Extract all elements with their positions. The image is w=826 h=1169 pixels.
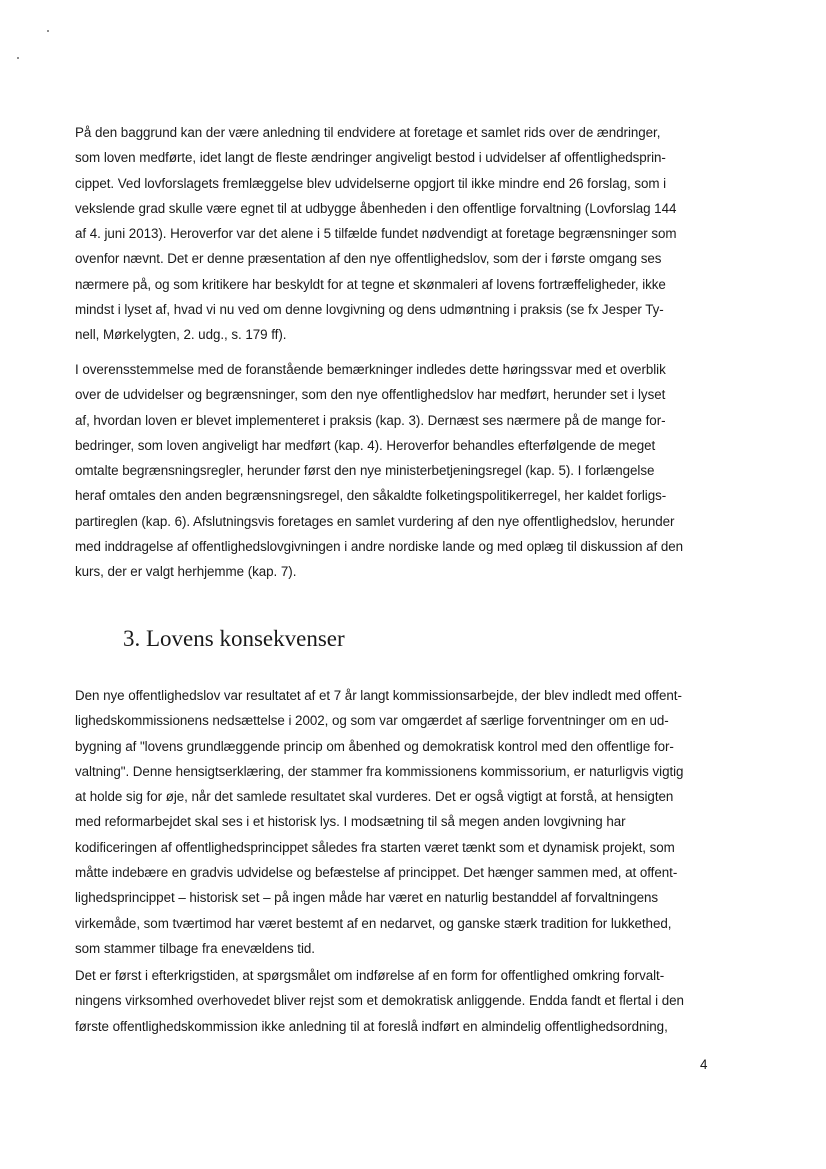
text-line: bygning af "lovens grundlæggende princip om åbenhed og demokratisk kontrol med den offentlige for- (75, 738, 674, 754)
text-line: mindst i lyset af, hvad vi nu ved om denne lovgivning og dens udmøntning i praksis (se fx Jesper Ty- (75, 302, 664, 318)
text-line: heraf omtales den anden begrænsningsregel, den såkaldte folketingspolitikerregel, her kaldet forligs- (75, 488, 667, 504)
text-line: valtning". Denne hensigtserklæring, der stammer fra kommissionens kommissorium, er naturligvis vigtig (75, 763, 684, 779)
body-paragraph (75, 357, 745, 585)
text-line: måtte indebære en gradvis udvidelse og befæstelse af princippet. Det hænger sammen med, at offent- (75, 865, 678, 881)
body-paragraph (75, 120, 745, 348)
text-line: af, hvordan loven er blevet implementeret i praksis (kap. 3). Dernæst ses nærmere på de mange for- (75, 412, 666, 428)
text-line: første offentlighedskommission ikke anledning til at foreslå indført en almindelig offentlighedsordning, (75, 1018, 668, 1034)
text-line: kurs, der er valgt herhjemme (kap. 7). (75, 564, 297, 580)
text-line: lighedsprincippet – historisk set – på ingen måde har været en naturlig bestanddel af forvaltningens (75, 890, 659, 906)
text-line: partireglen (kap. 6). Afslutningsvis foretages en samlet vurdering af den nye offentlighedslov, herunder (75, 513, 675, 529)
text-line: cippet. Ved lovforslagets fremlæggelse blev udvidelserne opgjort til ikke mindre end 26 forslag, som i (75, 175, 667, 191)
text-line: kodificeringen af offentlighedsprincippet således fra starten været tænkt som et dynamisk projekt, som (75, 839, 675, 855)
text-line: virkemåde, som tværtimod har været bestemt af en nedarvet, og ganske stærk tradition for lukkethed, (75, 915, 672, 931)
text-line: at holde sig for øje, når det samlede resultatet skal vurderes. Det er også vigtigt at forstå, at hensigten (75, 789, 674, 805)
page-number: 4 (700, 1057, 708, 1072)
text-line: som stammer tilbage fra enevældens tid. (75, 940, 315, 956)
body-paragraph (75, 683, 745, 961)
text-line: af 4. juni 2013). Heroverfor var det alene i 5 tilfælde fundet nødvendigt at foretage begrænsninger som (75, 226, 677, 242)
text-line: vekslende grad skulle være egnet til at udbygge åbenheden i den offentlige forvaltning (Lovforslag 144 (75, 200, 677, 216)
text-line: ovenfor nævnt. Det er denne præsentation af den nye offentlighedslov, som der i første omgang ses (75, 251, 662, 267)
section-heading: 3. Lovens konsekvenser (123, 626, 345, 651)
text-line: nell, Mørkelygten, 2. udg., s. 179 ff). (75, 327, 287, 343)
scan-speck (47, 30, 49, 32)
text-line: over de udvidelser og begrænsninger, som den nye offentlighedslov har medført, herunder set i lyset (75, 387, 666, 403)
text-line: bedringer, som loven angiveligt har medført (kap. 4). Heroverfor behandles efterfølgende de meget (75, 437, 656, 453)
text-line: med inddragelse af offentlighedslovgivningen i andre nordiske lande og med oplæg til diskussion af den (75, 539, 684, 555)
text-line: ningens virksomhed overhovedet bliver rejst som et demokratisk anliggende. Endda fandt et flertal i den (75, 993, 684, 1009)
text-line: I overensstemmelse med de foranstående bemærkninger indledes dette høringssvar med et overblik (75, 362, 666, 377)
text-line: som loven medførte, idet langt de fleste ændringer angiveligt bestod i udvidelser af offentlighedsprin- (75, 150, 666, 166)
text-line: På den baggrund kan der være anledning til endvidere at foretage et samlet rids over de ændringer, (75, 125, 661, 140)
scan-speck (17, 57, 19, 59)
text-line: Den nye offentlighedslov var resultatet af et 7 år langt kommissionsarbejde, der blev indledt med offent- (75, 688, 682, 703)
text-line: omtalte begrænsningsregler, herunder først den nye ministerbetjeningsregel (kap. 5). I forlængelse (75, 463, 655, 479)
text-line: lighedskommissionens nedsættelse i 2002, og som var omgærdet af særlige forventninger om en ud- (75, 713, 669, 729)
text-line: med reformarbejdet skal ses i et historisk lys. I modsætning til så megen anden lovgivning har (75, 814, 626, 830)
text-line: nærmere på, og som kritikere har beskyldt for at tegne et skønmaleri af lovens fortræffeligheder, ikke (75, 276, 666, 292)
body-paragraph (75, 963, 745, 1039)
text-line: Det er først i efterkrigstiden, at spørgsmålet om indførelse af en form for offentlighed omkring forvalt- (75, 968, 665, 983)
